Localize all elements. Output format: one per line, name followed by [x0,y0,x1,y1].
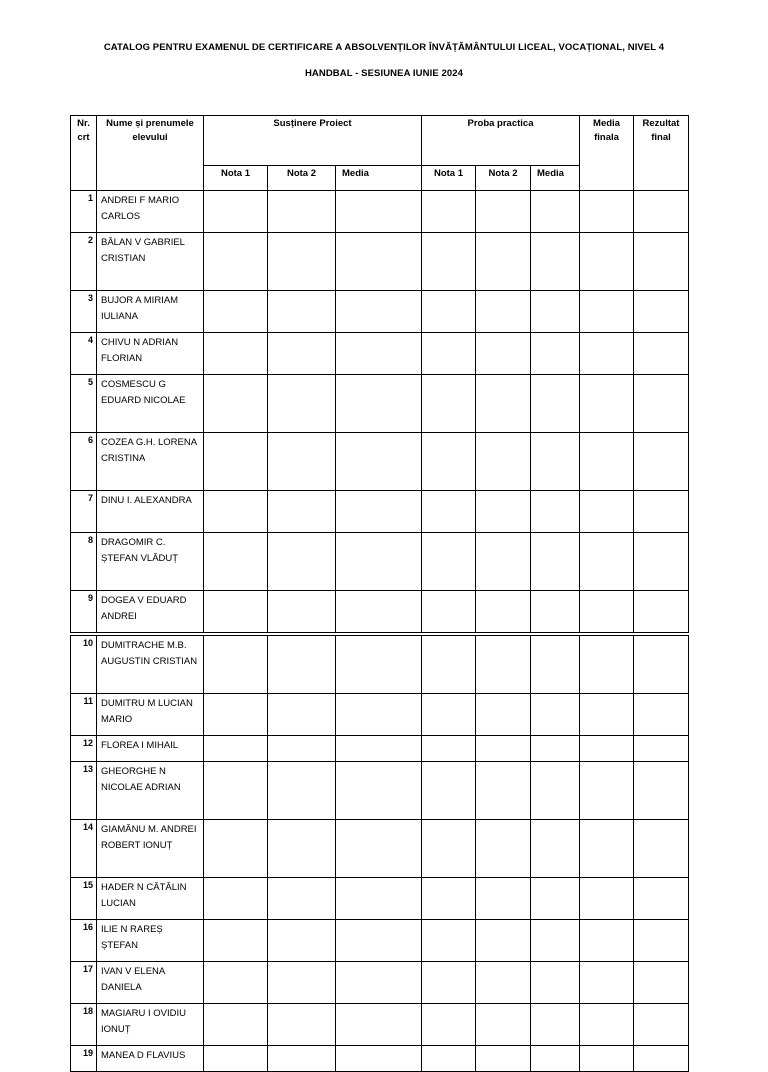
grade-cell [204,333,268,375]
grade-cell [422,533,476,591]
header-project: Susținere Proiect [204,116,422,166]
grade-cell [634,878,689,920]
student-name: FLOREA I MIHAIL [97,736,204,762]
grade-cell [531,591,580,633]
student-name: IVAN V ELENA DANIELA [97,962,204,1004]
subheader-practical-media: Media [531,166,580,191]
grade-cell [336,1004,422,1046]
document-subtitle: HANDBAL - SESIUNEA IUNIE 2024 [304,68,464,79]
grade-cell [580,491,634,533]
grade-cell [476,694,531,736]
student-name: HADER N CĂTĂLIN LUCIAN [97,878,204,920]
row-number: 13 [71,762,97,820]
grade-cell [422,591,476,633]
grade-cell [268,736,336,762]
table-row [71,762,689,820]
grade-cell [204,878,268,920]
grade-cell [204,233,268,291]
student-name: GHEORGHE N NICOLAE ADRIAN [97,762,204,820]
row-number: 11 [71,694,97,736]
header-practical: Proba practica [422,116,580,166]
grade-cell [476,920,531,962]
subheader-practical-nota2: Nota 2 [476,166,531,191]
grade-cell [268,636,336,694]
grade-cell [580,636,634,694]
grade-cell [531,1046,580,1072]
grade-cell [580,1046,634,1072]
table-row [71,233,689,291]
table-row [71,1004,689,1046]
grade-cell [204,533,268,591]
grade-cell [268,291,336,333]
grade-cell [268,375,336,433]
grade-cell [422,1004,476,1046]
grade-cell [336,291,422,333]
grade-cell [531,233,580,291]
grade-cell [336,191,422,233]
grade-cell [531,375,580,433]
grade-cell [531,694,580,736]
grade-cell [580,694,634,736]
table-row [71,694,689,736]
grade-cell [336,762,422,820]
student-name: DUMITRACHE M.B. AUGUSTIN CRISTIAN [97,636,204,694]
row-number: 5 [71,375,97,433]
grade-cell [634,491,689,533]
grade-cell [531,962,580,1004]
grade-cell [204,375,268,433]
grade-cell [476,291,531,333]
grade-cell [634,333,689,375]
grade-cell [580,433,634,491]
grade-cell [634,962,689,1004]
grade-cell [476,636,531,694]
grade-cell [204,433,268,491]
row-number: 6 [71,433,97,491]
grade-cell [531,878,580,920]
grade-cell [476,878,531,920]
grade-cell [422,491,476,533]
grade-cell [204,962,268,1004]
grade-cell [268,333,336,375]
grade-cell [336,820,422,878]
grade-cell [336,694,422,736]
student-name: ILIE N RAREȘ ȘTEFAN [97,920,204,962]
grade-cell [634,433,689,491]
grade-cell [634,533,689,591]
grade-cell [634,1046,689,1072]
grade-cell [422,636,476,694]
header-nr: Nr. crt [71,116,97,191]
grade-cell [580,1004,634,1046]
row-number: 4 [71,333,97,375]
row-number: 2 [71,233,97,291]
row-number: 9 [71,591,97,633]
grade-cell [204,591,268,633]
grade-cell [268,820,336,878]
row-number: 16 [71,920,97,962]
grade-cell [204,491,268,533]
grade-cell [268,694,336,736]
table-row [71,736,689,762]
grade-cell [580,591,634,633]
table-body-page-1 [71,191,689,633]
grade-cell [580,820,634,878]
grade-cell [268,491,336,533]
grade-cell [580,736,634,762]
table-row [71,962,689,1004]
row-number: 8 [71,533,97,591]
grade-cell [580,375,634,433]
grades-table-page-2 [70,635,689,1072]
subheader-project-nota1: Nota 1 [204,166,268,191]
table-row [71,291,689,333]
row-number: 17 [71,962,97,1004]
table-row [71,533,689,591]
grade-cell [531,433,580,491]
grade-cell [336,433,422,491]
student-name: CHIVU N ADRIAN FLORIAN [97,333,204,375]
grade-cell [336,878,422,920]
grade-cell [531,191,580,233]
grades-table-page-1 [70,115,689,633]
grade-cell [476,191,531,233]
grade-cell [476,533,531,591]
grade-cell [531,333,580,375]
grade-cell [531,920,580,962]
grade-cell [204,191,268,233]
table-row [71,433,689,491]
row-number: 10 [71,636,97,694]
grade-cell [204,1046,268,1072]
row-number: 18 [71,1004,97,1046]
table-row [71,1046,689,1072]
grade-cell [476,762,531,820]
grade-cell [580,962,634,1004]
subheader-project-nota2: Nota 2 [268,166,336,191]
row-number: 3 [71,291,97,333]
grade-cell [634,920,689,962]
grade-cell [476,375,531,433]
grade-cell [580,762,634,820]
grade-cell [580,191,634,233]
grade-cell [476,1046,531,1072]
grade-cell [580,291,634,333]
grade-cell [634,591,689,633]
grade-cell [268,191,336,233]
grade-cell [336,233,422,291]
row-number: 14 [71,820,97,878]
grade-cell [580,920,634,962]
grade-cell [634,291,689,333]
grade-cell [422,820,476,878]
grade-cell [422,433,476,491]
document-title: CATALOG PENTRU EXAMENUL DE CERTIFICARE A ABSOLVENȚILOR ÎNVĂȚĂMÂNTULUI LICEAL, VOCAȚIONAL, NIVEL 4 [103,42,665,53]
grade-cell [268,433,336,491]
header-final-result: Rezultat final [634,116,689,191]
grade-cell [580,233,634,291]
row-number: 1 [71,191,97,233]
student-name: COSMESCU G EDUARD NICOLAE [97,375,204,433]
grade-cell [204,762,268,820]
student-name: DUMITRU M LUCIAN MARIO [97,694,204,736]
student-name: DOGEA V EDUARD ANDREI [97,591,204,633]
grade-cell [476,491,531,533]
grade-cell [531,491,580,533]
grade-cell [476,591,531,633]
grade-cell [336,1046,422,1072]
subheader-practical-nota1: Nota 1 [422,166,476,191]
grade-cell [268,1046,336,1072]
grade-cell [476,333,531,375]
table-row [71,375,689,433]
grade-cell [634,736,689,762]
grade-cell [422,694,476,736]
table-row [71,920,689,962]
grade-cell [204,636,268,694]
grade-cell [531,736,580,762]
table-row [71,491,689,533]
grade-cell [336,920,422,962]
grade-cell [634,820,689,878]
grade-cell [336,375,422,433]
student-name: BUJOR A MIRIAM IULIANA [97,291,204,333]
grade-cell [580,333,634,375]
grade-cell [204,736,268,762]
grade-cell [634,191,689,233]
grade-cell [422,736,476,762]
grade-cell [268,233,336,291]
grade-cell [204,1004,268,1046]
grade-cell [634,1004,689,1046]
grade-cell [268,533,336,591]
grade-cell [336,962,422,1004]
grade-cell [476,962,531,1004]
table-row [71,591,689,633]
table-body-page-2 [71,636,689,1072]
student-name: MAGIARU I OVIDIU IONUȚ [97,1004,204,1046]
header-name: Nume și prenumele elevului [97,116,204,191]
grade-cell [204,291,268,333]
grade-cell [476,433,531,491]
grade-cell [336,491,422,533]
grade-cell [336,636,422,694]
grade-cell [634,762,689,820]
grade-cell [476,736,531,762]
grade-cell [531,1004,580,1046]
student-name: BĂLAN V GABRIEL CRISTIAN [97,233,204,291]
grade-cell [634,694,689,736]
table-row [71,878,689,920]
table-row [71,333,689,375]
grade-cell [476,1004,531,1046]
grade-cell [634,233,689,291]
grade-cell [634,636,689,694]
table-row [71,820,689,878]
student-name: COZEA G.H. LORENA CRISTINA [97,433,204,491]
student-name: GIAMĂNU M. ANDREI ROBERT IONUȚ [97,820,204,878]
grade-cell [531,533,580,591]
grade-cell [422,878,476,920]
grade-cell [268,878,336,920]
grade-cell [204,820,268,878]
grade-cell [634,375,689,433]
grade-cell [531,820,580,878]
grade-cell [422,233,476,291]
grade-cell [204,694,268,736]
student-name: ANDREI F MARIO CARLOS [97,191,204,233]
grade-cell [422,375,476,433]
student-name: DRAGOMIR C. ȘTEFAN VLĂDUȚ [97,533,204,591]
grade-cell [268,1004,336,1046]
row-number: 12 [71,736,97,762]
grade-cell [204,920,268,962]
grade-cell [422,762,476,820]
grade-cell [422,1046,476,1072]
grade-cell [336,533,422,591]
grade-cell [268,920,336,962]
grade-cell [531,291,580,333]
student-name: DINU I. ALEXANDRA [97,491,204,533]
grade-cell [422,333,476,375]
row-number: 15 [71,878,97,920]
subheader-project-media: Media [336,166,422,191]
grade-cell [476,233,531,291]
grade-cell [531,762,580,820]
header-final-average: Media finala [580,116,634,191]
grade-cell [422,962,476,1004]
grade-cell [268,762,336,820]
grade-cell [268,962,336,1004]
grade-cell [268,591,336,633]
table-row [71,191,689,233]
table-row [71,636,689,694]
grade-cell [580,878,634,920]
grade-cell [531,636,580,694]
grade-cell [336,591,422,633]
grade-cell [422,291,476,333]
grade-cell [580,533,634,591]
student-name: MANEA D FLAVIUS [97,1046,204,1072]
grade-cell [336,736,422,762]
grade-cell [336,333,422,375]
row-number: 19 [71,1046,97,1072]
grade-cell [476,820,531,878]
grade-cell [422,920,476,962]
grade-cell [422,191,476,233]
row-number: 7 [71,491,97,533]
